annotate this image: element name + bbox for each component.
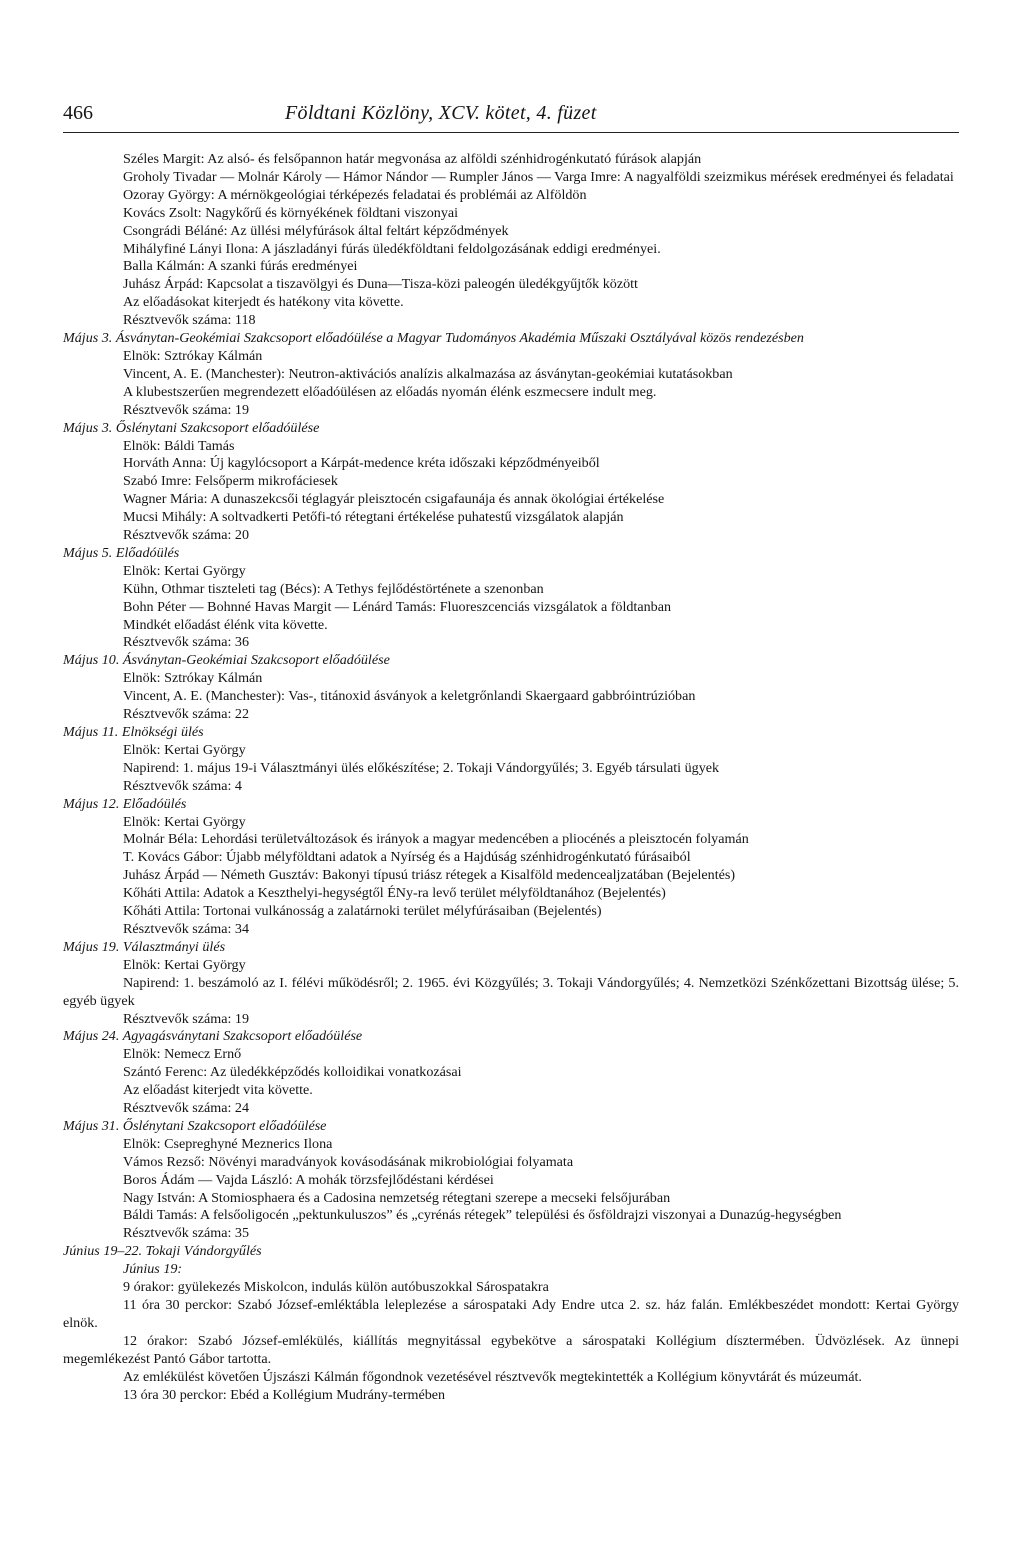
text-line: Az emlékülést követően Újszászi Kálmán főgondnok vezetésével résztvevők megtekintették a Kollégium könyvtárát és múzeumát. — [123, 1368, 862, 1385]
text-line: Elnök: Kertai György — [123, 562, 246, 579]
text-line: Résztvevők száma: 4 — [123, 777, 242, 794]
text-line: Elnök: Kertai György — [123, 956, 246, 973]
text-line: Mindkét előadást élénk vita követte. — [123, 616, 328, 633]
text-line: Mihályfiné Lányi Ilona: A jászladányi fúrás üledékföldtani feldolgozásának eddigi eredményei. — [123, 240, 661, 257]
text-line: Elnök: Sztrókay Kálmán — [123, 670, 263, 687]
text-line: Résztvevők száma: 24 — [123, 1100, 250, 1117]
date-heading: Május 12. Előadóülés — [63, 795, 187, 812]
text-line: Elnök: Kertai György — [123, 813, 246, 830]
date-heading: Május 3. Ásványtan-Geokémiai Szakcsoport előadóülése a Magyar Tudományos Akadémia Műszaki Osztályával közös rendezésben — [63, 330, 804, 347]
text-line: A klubestszerűen megrendezett előadóülésen az előadás nyomán élénk eszmecsere indult meg. — [123, 383, 657, 400]
text-line: Résztvevők száma: 118 — [123, 312, 256, 329]
text-line: Juhász Árpád: Kapcsolat a tiszavölgyi és Duna—Tisza-közi paleogén üledékgyűjtők között — [123, 276, 638, 293]
text-line: Résztvevők száma: 20 — [123, 527, 250, 544]
text-line: Kühn, Othmar tiszteleti tag (Bécs): A Tethys fejlődéstörténete a szenonban — [123, 580, 544, 597]
text-line: Résztvevők száma: 19 — [123, 401, 250, 418]
text-line: 12 órakor: Szabó József-emlékülés, kiállítás megnyitással egybekötve a sárospataki Kollégium dísztermében. Üdvözlések. Az ünnepi megemlékezést Pantó Gábor tartotta. — [63, 1332, 959, 1367]
date-heading: Május 5. Előadóülés — [63, 544, 180, 561]
page-number: 466 — [63, 102, 93, 124]
text-line: Kovács Zsolt: Nagykőrű és környékének földtani viszonyai — [123, 204, 459, 221]
text-line: Az előadásokat kiterjedt és hatékony vita követte. — [123, 294, 404, 311]
text-line: Kőháti Attila: Adatok a Keszthelyi-hegységtől ÉNy-ra levő terület mélyföldtanához (Bejelentés) — [123, 885, 666, 902]
text-line: Napirend: 1. beszámoló az I. félévi működésről; 2. 1965. évi Közgyűlés; 3. Tokaji Vándorgyűlés; 4. Nemzetközi Szénkőzettani Bizottság ülése; 5. egyéb ügyek — [63, 974, 959, 1009]
text-line: Szántó Ferenc: Az üledékképződés kolloidikai vonatkozásai — [123, 1064, 462, 1081]
text-line: Szabó Imre: Felsőperm mikrofáciesek — [123, 473, 338, 490]
text-line: Kőháti Attila: Tortonai vulkánosság a zalatárnoki terület mélyfúrásaiban (Bejelentés) — [123, 903, 602, 920]
text-line: Horváth Anna: Új kagylócsoport a Kárpát-medence kréta időszaki képződményeiből — [123, 455, 600, 472]
text-line: Elnök: Csepreghyné Meznerics Ilona — [123, 1135, 333, 1152]
text-line: Napirend: 1. május 19-i Választmányi ülés előkészítése; 2. Tokaji Vándorgyűlés; 3. Egyéb társulati ügyek — [123, 759, 720, 776]
date-heading: Május 24. Agyagásványtani Szakcsoport előadóülése — [63, 1028, 363, 1045]
date-heading: Május 3. Őslénytani Szakcsoport előadóülése — [63, 419, 320, 436]
journal-title: Földtani Közlöny, XCV. kötet, 4. füzet — [285, 102, 597, 124]
text-line: Résztvevők száma: 36 — [123, 634, 250, 651]
text-line: Balla Kálmán: A szanki fúrás eredményei — [123, 258, 358, 275]
text-line: T. Kovács Gábor: Újabb mélyföldtani adatok a Nyírség és a Hajdúság szénhidrogénkutató fúrásaiból — [123, 849, 691, 866]
page-header — [63, 102, 959, 133]
text-line: Boros Ádám — Vajda László: A mohák törzsfejlődéstani kérdései — [123, 1171, 494, 1188]
page-body — [63, 151, 959, 1404]
text-line: Nagy István: A Stomiosphaera és a Cadosina nemzetség rétegtani szerepe a mecseki felsőjurában — [123, 1189, 671, 1206]
date-heading: Május 31. Őslénytani Szakcsoport előadóülése — [63, 1117, 327, 1134]
date-heading: Május 10. Ásványtan-Geokémiai Szakcsoport előadóülése — [63, 652, 390, 669]
text-line: 13 óra 30 perckor: Ebéd a Kollégium Mudrány-termében — [123, 1386, 446, 1403]
text-line: Mucsi Mihály: A soltvadkerti Petőfi-tó rétegtani értékelése puhatestű vizsgálatok alapján — [123, 509, 624, 526]
text-line: Elnök: Sztrókay Kálmán — [123, 347, 263, 364]
text-line: Vincent, A. E. (Manchester): Vas-, titánoxid ásványok a keletgrőnlandi Skaergaard gabbróintrúzióban — [123, 688, 696, 705]
text-line: 11 óra 30 perckor: Szabó József-emléktábla leleplezése a sárospataki Ady Endre utca 2. sz. ház falán. Emlékbeszédet mondott: Kertai György elnök. — [63, 1297, 959, 1331]
text-line: Elnök: Báldi Tamás — [123, 437, 235, 454]
text-line: Elnök: Kertai György — [123, 741, 246, 758]
text-line: Széles Margit: Az alsó- és felsőpannon határ megvonása az alföldi szénhidrogénkutató fúrások alapján — [123, 151, 702, 167]
text-line: Résztvevők száma: 35 — [123, 1225, 250, 1242]
text-line: Az előadást kiterjedt vita követte. — [123, 1082, 313, 1099]
text-line: Résztvevők száma: 19 — [123, 1010, 250, 1027]
text-line: Báldi Tamás: A felsőoligocén „pektunkuluszos” és „cyrénás rétegek” települési és ősföldrajzi viszonyai a Dunazúg-hegységben — [123, 1207, 842, 1224]
text-line: Vincent, A. E. (Manchester): Neutron-aktivációs analízis alkalmazása az ásványtan-geokémiai kutatásokban — [123, 365, 733, 382]
text-line: Molnár Béla: Lehordási területváltozások és irányok a magyar medencében a pliocénés a pleisztocén folyamán — [123, 831, 749, 848]
text-line: Elnök: Nemecz Ernő — [123, 1046, 242, 1063]
text-line: Groholy Tivadar — Molnár Károly — Hámor Nándor — Rumpler János — Varga Imre: A nagyalföldi szeizmikus mérések eredményei és feladatai — [123, 168, 954, 185]
text-line: 9 órakor: gyülekezés Miskolcon, indulás külön autóbuszokkal Sárospatakra — [123, 1279, 549, 1296]
text-line: Ozoray György: A mérnökgeológiai térképezés feladatai és problémái az Alföldön — [123, 186, 587, 203]
text-line: Wagner Mária: A dunaszekcsői téglagyár pleisztocén csigafaunája és annak ökológiai értékelése — [123, 491, 665, 508]
date-heading: Május 19. Választmányi ülés — [63, 938, 226, 955]
text-line: Résztvevők száma: 22 — [123, 706, 250, 723]
text-line: Június 19: — [123, 1261, 183, 1278]
date-heading: Június 19–22. Tokaji Vándorgyűlés — [63, 1243, 262, 1260]
text-line: Résztvevők száma: 34 — [123, 920, 250, 937]
text-line: Juhász Árpád — Németh Gusztáv: Bakonyi típusú triász rétegek a Kisalföld medencealjzatában (Bejelentés) — [123, 867, 736, 884]
date-heading: Május 11. Elnökségi ülés — [63, 724, 204, 740]
text-line: Csongrádi Béláné: Az üllési mélyfúrások által feltárt képződmények — [123, 222, 509, 239]
text-line: Bohn Péter — Bohnné Havas Margit — Lénárd Tamás: Fluoreszcenciás vizsgálatok a földtanban — [123, 598, 672, 615]
text-line: Vámos Rezső: Növényi maradványok kovásodásának mikrobiológiai folyamata — [123, 1153, 574, 1170]
